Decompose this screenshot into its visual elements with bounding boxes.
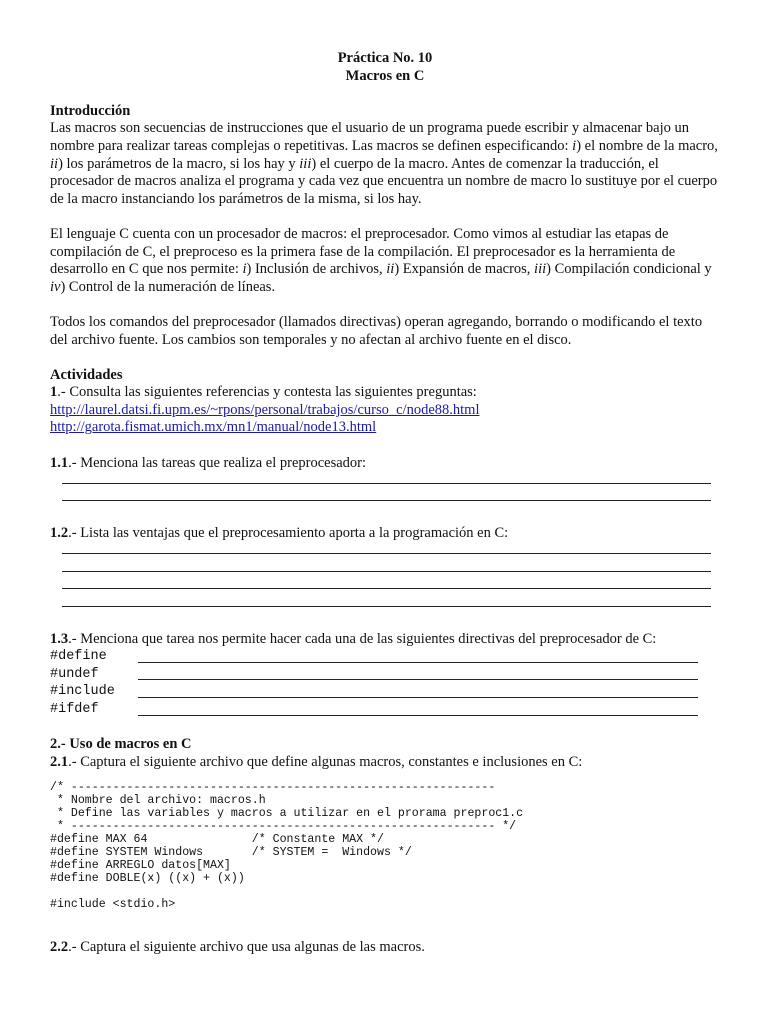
answer-line[interactable] xyxy=(62,554,711,572)
directive-row-define xyxy=(50,648,720,666)
intro-heading: Introducción xyxy=(50,102,131,119)
reference-link-1[interactable]: http://laurel.datsi.fi.upm.es/~rpons/personal/trabajos/curso_c/node88.html xyxy=(50,401,480,418)
directive-label: #undef xyxy=(50,666,99,682)
practice-subtitle: Macros en C xyxy=(345,67,425,84)
directive-row-ifdef xyxy=(50,701,720,719)
practice-title: Práctica No. 10 xyxy=(337,50,433,66)
question-1-3: 1.3.- Menciona que tarea nos permite hacer cada una de las siguientes directivas del preprocesador de C: xyxy=(50,630,657,647)
question-1-1: 1.1.- Menciona las tareas que realiza el preprocesador: xyxy=(50,454,367,471)
reference-link-2[interactable]: http://garota.fismat.umich.mx/mn1/manual/node13.html xyxy=(50,419,377,436)
question-2-1: 2.1.- Captura el siguiente archivo que define algunas macros, constantes e inclusiones en C: xyxy=(50,753,583,770)
answer-line[interactable] xyxy=(62,484,711,502)
answer-line[interactable] xyxy=(138,683,698,698)
question-1-2: 1.2.- Lista las ventajas que el preprocesamiento aporta a la programación en C: xyxy=(50,525,509,542)
code-block-macros-h: /* ------------------------------------------------------------- * Nombre del archivo: macros.h * Define las variables y macros a utilizar en el prorama preproc1.c * ------------------------------------------------------------- */ #define MAX 64 /* Constante MAX */ #define SYSTEM Windows /* SYSTEM = Windows */ #define ARREGLO datos[MAX] #define DOBLE(x) ((x) + (x)) #include <stdio.h> xyxy=(50,781,524,912)
directive-row-include xyxy=(50,683,720,701)
answer-line[interactable] xyxy=(62,572,711,590)
question-2-2: 2.2.- Captura el siguiente archivo que usa algunas de las macros. xyxy=(50,939,425,956)
answer-line[interactable] xyxy=(62,589,711,607)
answer-line[interactable] xyxy=(138,648,698,663)
directive-label: #include xyxy=(50,684,115,700)
section-2-heading: 2.- Uso de macros en C xyxy=(50,736,192,753)
activities-heading: Actividades xyxy=(50,366,123,383)
intro-paragraph-2: El lenguaje C cuenta con un procesador de macros: el preprocesador. Como vimos al estudiar las etapas de compilación de C, el preproceso es la primera fase de la compilación. El preprocesador es la herramienta de desarrollo en C que nos permite: i) Inclusión de archivos, ii) Expansión de macros, iii) Compilación condicional y iv) Control de la numeración de líneas. xyxy=(50,225,712,295)
directive-label: #define xyxy=(50,649,107,665)
directive-row-undef xyxy=(50,666,720,684)
directive-label: #ifdef xyxy=(50,701,99,717)
answer-line[interactable] xyxy=(138,665,698,680)
answer-line[interactable] xyxy=(62,466,711,484)
intro-paragraph-1: Las macros son secuencias de instrucciones que el usuario de un programa puede escribir y almacenar bajo un nombre para realizar tareas complejas o repetitivas. Las macros se definen especificando: i) el nombre de la macro, ii) los parámetros de la macro, si los hay y iii) el cuerpo de la macro. Antes de comenzar la traducción, el procesador de macros analiza el programa y cada vez que encuentra un nombre de macro lo sustituye por el cuerpo de la macro instanciando los parámetros de la misma, si los hay. xyxy=(50,120,718,207)
intro-paragraph-3: Todos los comandos del preprocesador (llamados directivas) operan agregando, borrando o modificando el texto del archivo fuente. Los cambios son temporales y no afectan al archivo fuente en el disco. xyxy=(50,313,703,348)
answer-line[interactable] xyxy=(138,701,698,716)
question-1: 1.- Consulta las siguientes referencias y contesta las siguientes preguntas: xyxy=(50,384,477,401)
document-page xyxy=(50,50,720,957)
answer-line[interactable] xyxy=(62,537,711,555)
